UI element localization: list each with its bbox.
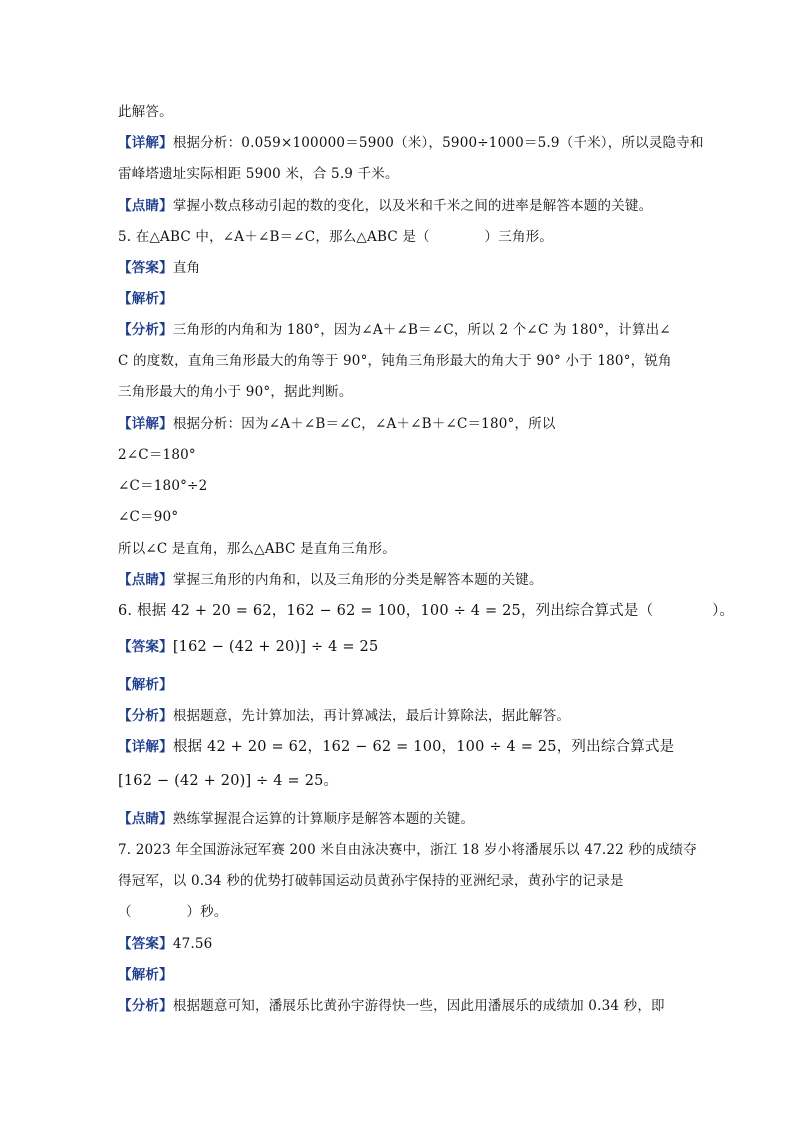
question-line: 6. 根据 42 + 20 = 62，162 − 62 = 100，100 ÷ 4 = 25，列出综合算式是（ ）。 bbox=[118, 603, 735, 619]
equation-line: ∠C＝90° bbox=[118, 509, 179, 525]
text-line bbox=[118, 290, 173, 308]
text-line: 雷峰塔遗址实际相距 5900 米，合 5.9 千米。 bbox=[118, 166, 399, 182]
text-line: 【点睛】掌握三角形的内角和，以及三角形的分类是解答本题的关键。 bbox=[118, 572, 543, 588]
text-line: 【分析】根据题意，先计算加法，再计算减法，最后计算除法，据此解答。 bbox=[118, 708, 571, 724]
section-tag: 【答案】 bbox=[118, 639, 173, 655]
section-tag: 【详解】 bbox=[118, 416, 173, 432]
text-line: 【点睛】掌握小数点移动引起的数的变化，以及米和千米之间的进率是解答本题的关键。 bbox=[118, 198, 653, 214]
text-line: 【点睛】熟练掌握混合运算的计算顺序是解答本题的关键。 bbox=[118, 811, 475, 827]
section-tag: 【详解】 bbox=[118, 135, 173, 151]
section-tag: 【答案】 bbox=[118, 260, 173, 276]
text-line: 【详解】根据分析：0.059×100000＝5900（米），5900÷1000＝5.9（千米），所以灵隐寺和 bbox=[118, 135, 704, 151]
text-line: 【分析】三角形的内角和为 180°，因为∠A＋∠B＝∠C，所以 2 个∠C 为 180°，计算出∠ bbox=[118, 322, 671, 338]
section-tag: 【详解】 bbox=[118, 739, 173, 755]
text-line: 【答案】[162 − (42 + 20)] ÷ 4 = 25 bbox=[118, 639, 379, 655]
text-line: C 的度数，直角三角形最大的角等于 90°，钝角三角形最大的角大于 90° 小于 180°，锐角 bbox=[118, 353, 672, 369]
text-line: 得冠军，以 0.34 秒的优势打破韩国运动员黄孙宇保持的亚洲纪录，黄孙宇的记录是 bbox=[118, 873, 624, 889]
text-line: 【分析】根据题意可知，潘展乐比黄孙宇游得快一些，因此用潘展乐的成绩加 0.34 秒，即 bbox=[118, 998, 665, 1014]
section-tag: 【点睛】 bbox=[118, 811, 173, 827]
text-line bbox=[118, 966, 173, 984]
equation-line: [162 − (42 + 20)] ÷ 4 = 25。 bbox=[118, 773, 339, 789]
section-tag: 【点睛】 bbox=[118, 198, 173, 214]
section-tag: 【点睛】 bbox=[118, 572, 173, 588]
section-tag: 【答案】 bbox=[118, 936, 173, 952]
section-tag: 【解析】 bbox=[118, 967, 173, 983]
section-tag: 【解析】 bbox=[118, 291, 173, 307]
text-line: （ ）秒。 bbox=[118, 904, 228, 920]
text-line: 【详解】根据分析：因为∠A＋∠B＝∠C，∠A＋∠B＋∠C＝180°，所以 bbox=[118, 416, 556, 432]
section-tag: 【分析】 bbox=[118, 998, 173, 1014]
text-line: 此解答。 bbox=[118, 104, 173, 120]
text-line: 【答案】47.56 bbox=[118, 936, 213, 952]
text-line: 三角形最大的角小于 90°，据此判断。 bbox=[118, 384, 353, 400]
question-line: 5. 在△ABC 中，∠A＋∠B＝∠C，那么△ABC 是（ ）三角形。 bbox=[118, 229, 554, 245]
section-tag: 【解析】 bbox=[118, 677, 173, 693]
text-line: 【答案】直角 bbox=[118, 260, 201, 276]
section-tag: 【分析】 bbox=[118, 708, 173, 724]
question-line: 7. 2023 年全国游泳冠军赛 200 米自由泳决赛中，浙江 18 岁小将潘展乐以 47.22 秒的成绩夺 bbox=[118, 842, 697, 858]
text-line bbox=[118, 676, 173, 694]
text-line: 所以∠C 是直角，那么△ABC 是直角三角形。 bbox=[118, 541, 396, 557]
text-line: 【详解】根据 42 + 20 = 62，162 − 62 = 100，100 ÷ 4 = 25，列出综合算式是 bbox=[118, 739, 675, 755]
equation-line: ∠C＝180°÷2 bbox=[118, 478, 208, 494]
equation-line: 2∠C＝180° bbox=[118, 447, 196, 463]
section-tag: 【分析】 bbox=[118, 322, 173, 338]
